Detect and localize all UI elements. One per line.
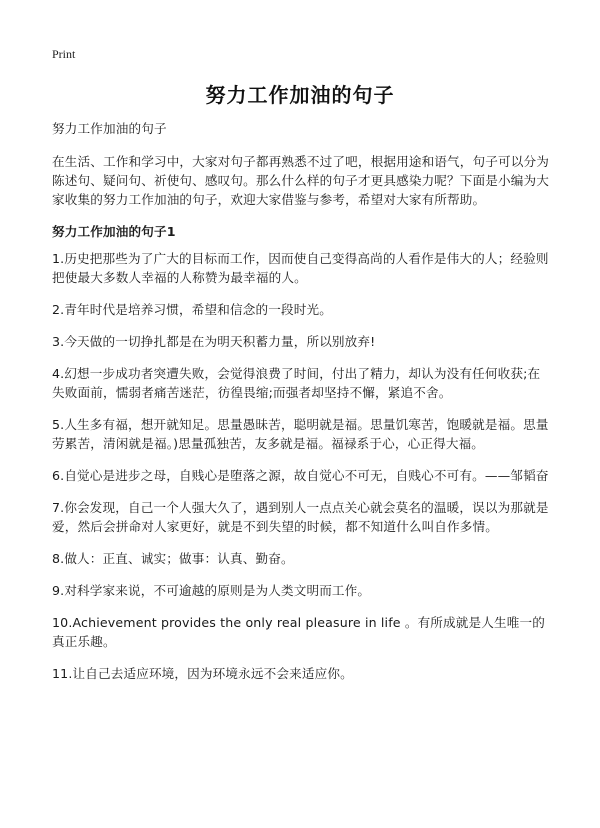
quote-item-11: 11.让自己去适应环境，因为环境永远不会来适应你。 xyxy=(52,666,353,681)
quote-item-8: 8.做人：正直、诚实；做事：认真、勤奋。 xyxy=(52,551,294,566)
quote-item-10: 10.Achievement provides the only real pleasure in life 。有所成就是人生唯一的真正乐趣。 xyxy=(52,615,546,649)
quote-list xyxy=(52,249,552,683)
quote-item-3: 3.今天做的一切挣扎都是在为明天积蓄力量，所以别放弃! xyxy=(52,334,376,349)
print-link[interactable]: Print xyxy=(52,47,76,61)
document-subtitle: 努力工作加油的句子 xyxy=(52,121,167,136)
quote-item-2: 2.青年时代是培养习惯，希望和信念的一段时光。 xyxy=(52,302,332,317)
intro-paragraph: 在生活、工作和学习中，大家对句子都再熟悉不过了吧，根据用途和语气，句子可以分为陈述句、疑问句、祈使句、感叹句。那么什么样的句子才更具感染力呢？下面是小编为大家收集的努力工作加油的句子，欢迎大家借鉴与参考，希望对大家有所帮助。 xyxy=(52,154,550,207)
page-title: 努力工作加油的句子 xyxy=(205,83,395,107)
quote-item-9: 9.对科学家来说，不可逾越的原则是为人类文明而工作。 xyxy=(52,583,371,598)
quote-item-1: 1.历史把那些为了广大的目标而工作，因而使自己变得高尚的人看作是伟大的人；经验则把使最大多数人幸福的人称赞为最幸福的人。 xyxy=(52,251,549,285)
quote-item-6: 6.自觉心是进步之母，自贱心是堕落之源，故自觉心不可无，自贱心不可有。——邹韬奋 xyxy=(52,468,549,483)
quote-item-4: 4.幻想一步成功者突遭失败，会觉得浪费了时间，付出了精力，却认为没有任何收获;在失败面前，懦弱者痛苦迷茫，彷徨畏缩;而强者却坚持不懈，紧追不舍。 xyxy=(52,366,541,400)
quote-item-7: 7.你会发现，自己一个人强大久了，遇到别人一点点关心就会莫名的温暖，误以为那就是爱，然后会拼命对人家更好，就是不到失望的时候，都不知道什么叫自作多情。 xyxy=(52,500,549,534)
quote-item-5: 5.人生多有福，想开就知足。思量愚昧苦，聪明就是福。思量饥寒苦，饱暖就是福。思量劳累苦，清闲就是福。)思量孤独苦，友多就是福。福禄系于心，心正得大福。 xyxy=(52,417,549,451)
section-heading: 努力工作加油的句子1 xyxy=(52,224,176,239)
document-body xyxy=(52,119,552,696)
